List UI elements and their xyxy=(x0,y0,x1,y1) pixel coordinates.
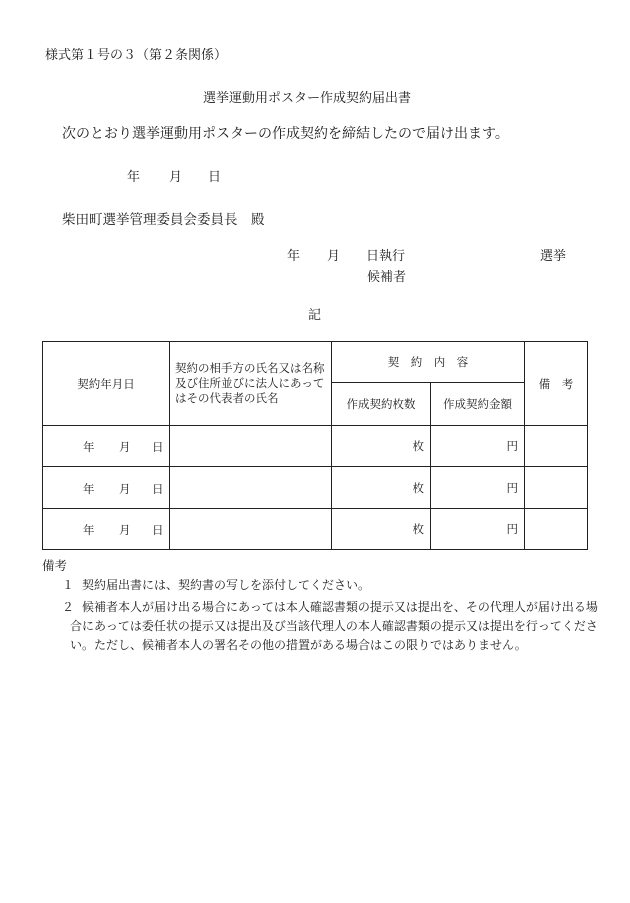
row-remarks-cell[interactable] xyxy=(525,509,588,550)
ki-label: 記 xyxy=(308,308,322,323)
exec-month-label: 月 xyxy=(327,249,341,264)
row-counterparty-cell[interactable] xyxy=(170,426,332,467)
note-line: 契約届出書には、契約書の写しを添付してください。 xyxy=(82,578,371,592)
row-count-cell[interactable]: 枚 xyxy=(332,467,431,509)
row-amount-cell[interactable]: 円 xyxy=(431,426,525,467)
note-line: い。ただし、候補者本人の署名その他の措置がある場合はこの限りではありません。 xyxy=(70,638,527,652)
row-month: 月 xyxy=(119,523,131,537)
date-year-label: 年 xyxy=(127,170,141,185)
row-year: 年 xyxy=(83,481,95,496)
header-contract-content: 契 約 内 容 xyxy=(332,342,525,383)
row-date-cell xyxy=(43,467,170,509)
row-date-cell xyxy=(43,426,170,467)
form-number: 様式第１号の３（第２条関係） xyxy=(45,48,228,63)
header-counterparty-line: はその代表者の氏名 xyxy=(175,391,279,405)
row-amount-cell[interactable]: 円 xyxy=(431,509,525,550)
date-day-label: 日 xyxy=(208,170,222,185)
note-number: ２ xyxy=(62,600,75,614)
row-amount-cell[interactable]: 円 xyxy=(431,467,525,509)
note-line: 候補者本人が届け出る場合にあっては本人確認書類の提示又は提出を、その代理人が届け出る場 xyxy=(82,600,598,614)
candidate-label: 候補者 xyxy=(367,270,407,285)
addressee: 柴田町選挙管理委員会委員長 殿 xyxy=(62,212,265,228)
header-amount: 作成契約金額 xyxy=(431,383,525,426)
row-day: 日 xyxy=(152,481,164,496)
row-count-cell[interactable]: 枚 xyxy=(332,509,431,550)
table-row xyxy=(43,426,588,467)
table-row xyxy=(43,509,588,550)
exec-year-label: 年 xyxy=(287,249,301,264)
header-remarks: 備 考 xyxy=(525,342,588,426)
row-counterparty-cell[interactable] xyxy=(170,467,332,509)
row-day: 日 xyxy=(152,523,164,537)
document-title: 選挙運動用ポスター作成契約届出書 xyxy=(203,91,412,106)
header-counterparty-line: 契約の相手方の氏名又は名称 xyxy=(175,361,325,375)
row-month: 月 xyxy=(119,440,131,454)
header-counterparty xyxy=(170,342,332,426)
lead-text: 次のとおり選挙運動用ポスターの作成契約を締結したので届け出ます。 xyxy=(62,126,509,142)
row-remarks-cell[interactable] xyxy=(525,426,588,467)
exec-day-label: 日執行 xyxy=(366,249,406,264)
row-date-cell xyxy=(43,509,170,550)
row-remarks-cell[interactable] xyxy=(525,467,588,509)
row-day: 日 xyxy=(152,440,164,454)
election-label: 選挙 xyxy=(540,249,567,264)
row-counterparty-cell[interactable] xyxy=(170,509,332,550)
notes-heading: 備考 xyxy=(42,558,68,573)
contract-table xyxy=(42,341,588,550)
row-month: 月 xyxy=(119,481,131,496)
header-count: 作成契約枚数 xyxy=(332,383,431,426)
header-counterparty-line: 及び住所並びに法人にあって xyxy=(175,376,325,390)
row-year: 年 xyxy=(83,523,95,537)
row-year: 年 xyxy=(83,440,95,454)
header-contract-date: 契約年月日 xyxy=(43,342,170,426)
note-number: １ xyxy=(62,578,75,592)
table-row xyxy=(43,467,588,509)
date-month-label: 月 xyxy=(169,170,183,185)
row-count-cell[interactable]: 枚 xyxy=(332,426,431,467)
note-line: 合にあっては委任状の提示又は提出及び当該代理人の本人確認書類の提示又は提出を行ってくださ xyxy=(70,619,598,633)
